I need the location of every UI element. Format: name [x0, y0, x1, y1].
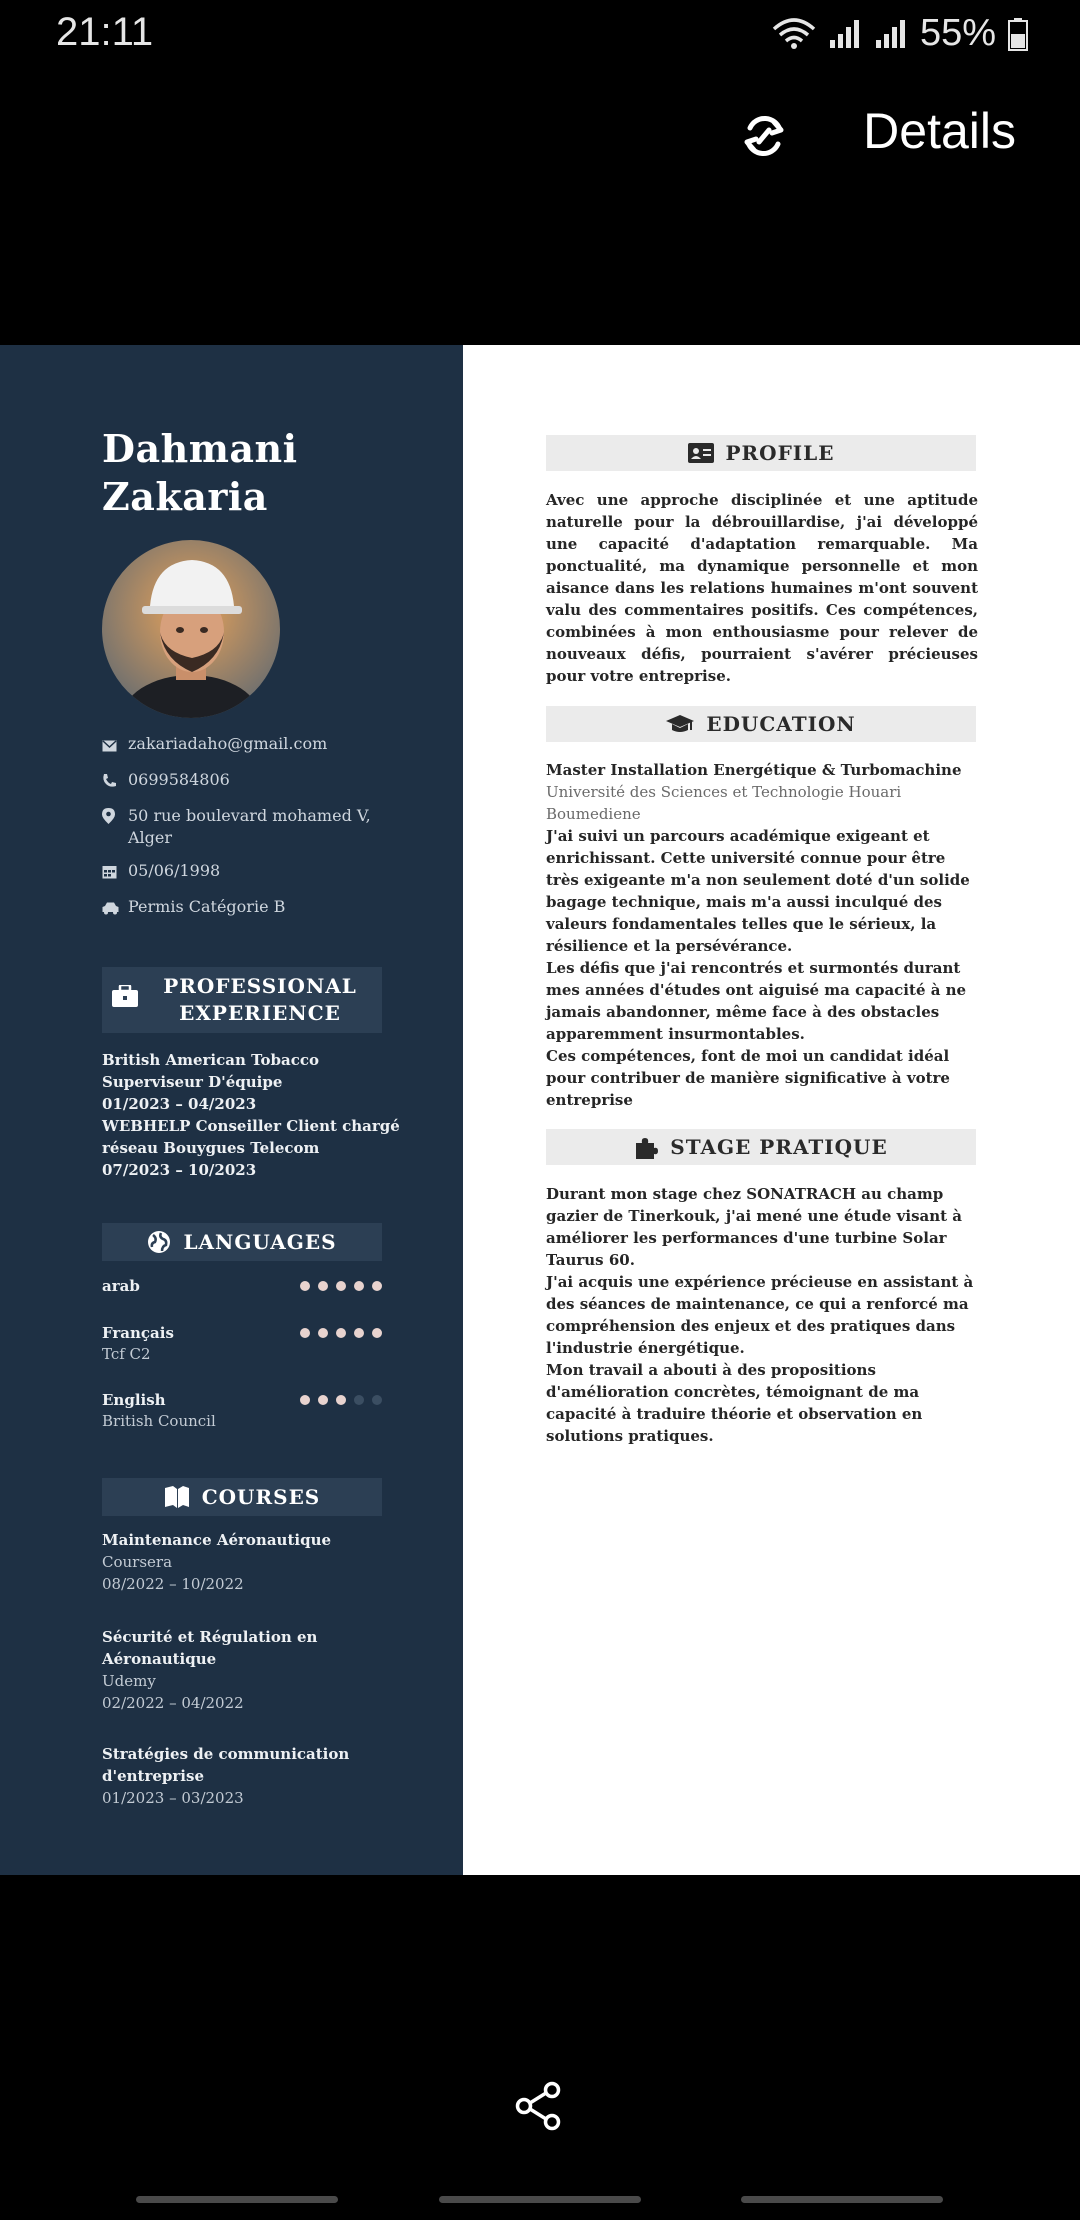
stage-paragraph: Mon travail a abouti à des propositions d'amélioration concrètes, témoignant de ma capacité à traduire théorie et observation en solutions pratiques. — [546, 1361, 923, 1445]
battery-icon — [1008, 17, 1028, 51]
experience-heading — [102, 967, 382, 1033]
level-dot — [336, 1281, 346, 1291]
profile-heading-text: PROFILE — [725, 441, 835, 465]
viewer-toolbar — [0, 96, 1080, 180]
course-dates: 02/2022 – 04/2022 — [102, 1694, 244, 1712]
share-icon[interactable] — [512, 2080, 564, 2132]
course-item — [102, 1743, 372, 1809]
course-title: Stratégies de communication d'entreprise — [102, 1745, 350, 1785]
language-level-dots — [300, 1395, 382, 1405]
nav-gesture-center[interactable] — [439, 2196, 641, 2203]
signal-icon — [828, 18, 862, 50]
language-name: arab — [102, 1277, 140, 1295]
level-dot-empty — [354, 1395, 364, 1405]
status-time: 21:11 — [56, 10, 154, 54]
location-pin-icon — [102, 808, 115, 824]
education-school: Université des Sciences et Technologie Houari Boumediene — [546, 783, 902, 823]
book-icon — [164, 1486, 190, 1508]
graduation-cap-icon — [666, 714, 694, 734]
stage-paragraph: J'ai acquis une expérience précieuse en assistant à des séances de maintenance, ce qui a renforcé ma compréhension des enjeux et des pratiques dans l'industrie énergétique. — [546, 1273, 974, 1357]
experience-line: WEBHELP Conseiller Client chargé réseau Bouygues Telecom — [102, 1117, 400, 1157]
level-dot — [300, 1395, 310, 1405]
cv-document[interactable] — [0, 345, 1080, 1875]
cv-last-name: Zakaria — [102, 474, 268, 519]
languages-heading-text: LANGUAGES — [183, 1230, 337, 1254]
contact-address-text: 50 rue boulevard mohamed V, Alger — [128, 806, 371, 847]
stage-heading — [546, 1129, 976, 1165]
level-dot — [354, 1281, 364, 1291]
envelope-icon — [102, 740, 117, 752]
course-provider: Coursera — [102, 1553, 173, 1571]
cv-first-name: Dahmani — [102, 426, 298, 471]
education-heading — [546, 706, 976, 742]
profile-heading — [546, 435, 976, 471]
course-title: Sécurité et Régulation en Aéronautique — [102, 1628, 318, 1668]
contact-phone — [102, 769, 402, 794]
language-cert: Tcf C2 — [102, 1345, 151, 1363]
globe-icon — [147, 1230, 171, 1254]
level-dot — [336, 1395, 346, 1405]
course-dates: 08/2022 – 10/2022 — [102, 1575, 244, 1593]
cv-main — [463, 345, 1080, 1875]
level-dot — [300, 1328, 310, 1338]
cv-name — [102, 425, 298, 521]
status-bar — [0, 0, 1080, 66]
language-level-dots — [300, 1328, 382, 1338]
experience-list — [102, 1049, 402, 1181]
course-item — [102, 1626, 372, 1714]
level-dot — [372, 1328, 382, 1338]
languages-heading — [102, 1223, 382, 1261]
education-body — [546, 759, 978, 1111]
education-paragraph: Ces compétences, font de moi un candidat idéal pour contribuer de manière significative à votre entreprise — [546, 1047, 950, 1109]
cv-sidebar — [0, 345, 463, 1875]
course-item — [102, 1529, 372, 1595]
language-level-dots — [300, 1281, 382, 1291]
experience-line: Superviseur D'équipe — [102, 1073, 283, 1091]
signal-icon-2 — [874, 18, 908, 50]
language-name: English — [102, 1391, 166, 1409]
level-dot — [354, 1328, 364, 1338]
level-dot — [336, 1328, 346, 1338]
contact-birthdate — [102, 860, 402, 885]
wifi-icon — [772, 17, 816, 51]
stage-paragraph: Durant mon stage chez SONATRACH au champ gazier de Tinerkouk, j'ai mené une étude visant à améliorer les performances d'une turbine Solar Taurus 60. — [546, 1185, 963, 1269]
briefcase-icon — [112, 985, 138, 1007]
language-item — [102, 1389, 382, 1431]
level-dot — [318, 1328, 328, 1338]
language-name: Français — [102, 1324, 174, 1342]
nav-gesture-right[interactable] — [741, 2196, 943, 2203]
contact-list — [102, 733, 402, 932]
experience-heading-text: PROFESSIONAL EXPERIENCE — [163, 974, 357, 1025]
profile-text: Avec une approche disciplinée et une aptitude naturelle pour la débrouillardise, j'ai développé une capacité d'adaptation remarquable. Ma ponctualité, ma dynamique personnelle et mon aisance dans les relations humaines m'ont souvent valu des commentaires positifs. Ces compétences, combinées à mon enthousiasme pour relever de nouveaux défis, pourraient s'avérer précieuses pour votre entreprise. — [546, 491, 978, 685]
puzzle-icon — [634, 1135, 658, 1159]
courses-heading — [102, 1478, 382, 1516]
contact-birthdate-text: 05/06/1998 — [128, 861, 221, 880]
nav-gesture-left[interactable] — [136, 2196, 338, 2203]
contact-email — [102, 733, 402, 758]
courses-heading-text: COURSES — [201, 1485, 321, 1509]
contact-phone-text: 0699584806 — [128, 770, 230, 789]
details-button[interactable]: Details — [863, 103, 1016, 159]
battery-percent: 55% — [919, 12, 996, 54]
education-paragraph: J'ai suivi un parcours académique exigeant et enrichissant. Cette université connue pour être très exigeante m'a non seulement doté d'un solide bagage technique, mais m'a aussi inculqué des valeurs fondamentales telles que le sérieux, la résilience et la persévérance. — [546, 827, 970, 955]
experience-line: 01/2023 – 04/2023 — [102, 1095, 257, 1113]
course-provider: Udemy — [102, 1672, 156, 1690]
avatar — [102, 540, 280, 718]
education-degree: Master Installation Energétique & Turbomachine — [546, 761, 962, 779]
phone-icon — [102, 773, 117, 788]
education-paragraph: Les défis que j'ai rencontrés et surmontés durant mes années d'études ont aiguisé ma capacité à ne jamais abandonner, même face à des obstacles apparemment insurmontables. — [546, 959, 967, 1043]
level-dot-empty — [372, 1395, 382, 1405]
contact-address — [102, 805, 402, 849]
stage-body — [546, 1183, 978, 1447]
course-dates: 01/2023 – 03/2023 — [102, 1789, 244, 1807]
level-dot — [318, 1395, 328, 1405]
id-card-icon — [688, 443, 714, 463]
level-dot — [300, 1281, 310, 1291]
course-title: Maintenance Aéronautique — [102, 1531, 332, 1549]
language-cert: British Council — [102, 1412, 216, 1430]
education-heading-text: EDUCATION — [706, 712, 856, 736]
stage-heading-text: STAGE PRATIQUE — [670, 1135, 888, 1159]
level-dot — [372, 1281, 382, 1291]
language-item — [102, 1275, 382, 1297]
contact-license-text: Permis Catégorie B — [128, 897, 286, 916]
contact-email-text: zakariadaho@gmail.com — [128, 734, 328, 753]
rotate-icon[interactable] — [736, 108, 792, 164]
language-item — [102, 1322, 382, 1364]
experience-line: British American Tobacco — [102, 1051, 320, 1069]
experience-line: 07/2023 – 10/2023 — [102, 1161, 257, 1179]
calendar-icon — [102, 864, 117, 879]
contact-license — [102, 896, 402, 921]
status-icons — [772, 12, 1028, 55]
level-dot — [318, 1281, 328, 1291]
car-icon — [102, 902, 119, 915]
